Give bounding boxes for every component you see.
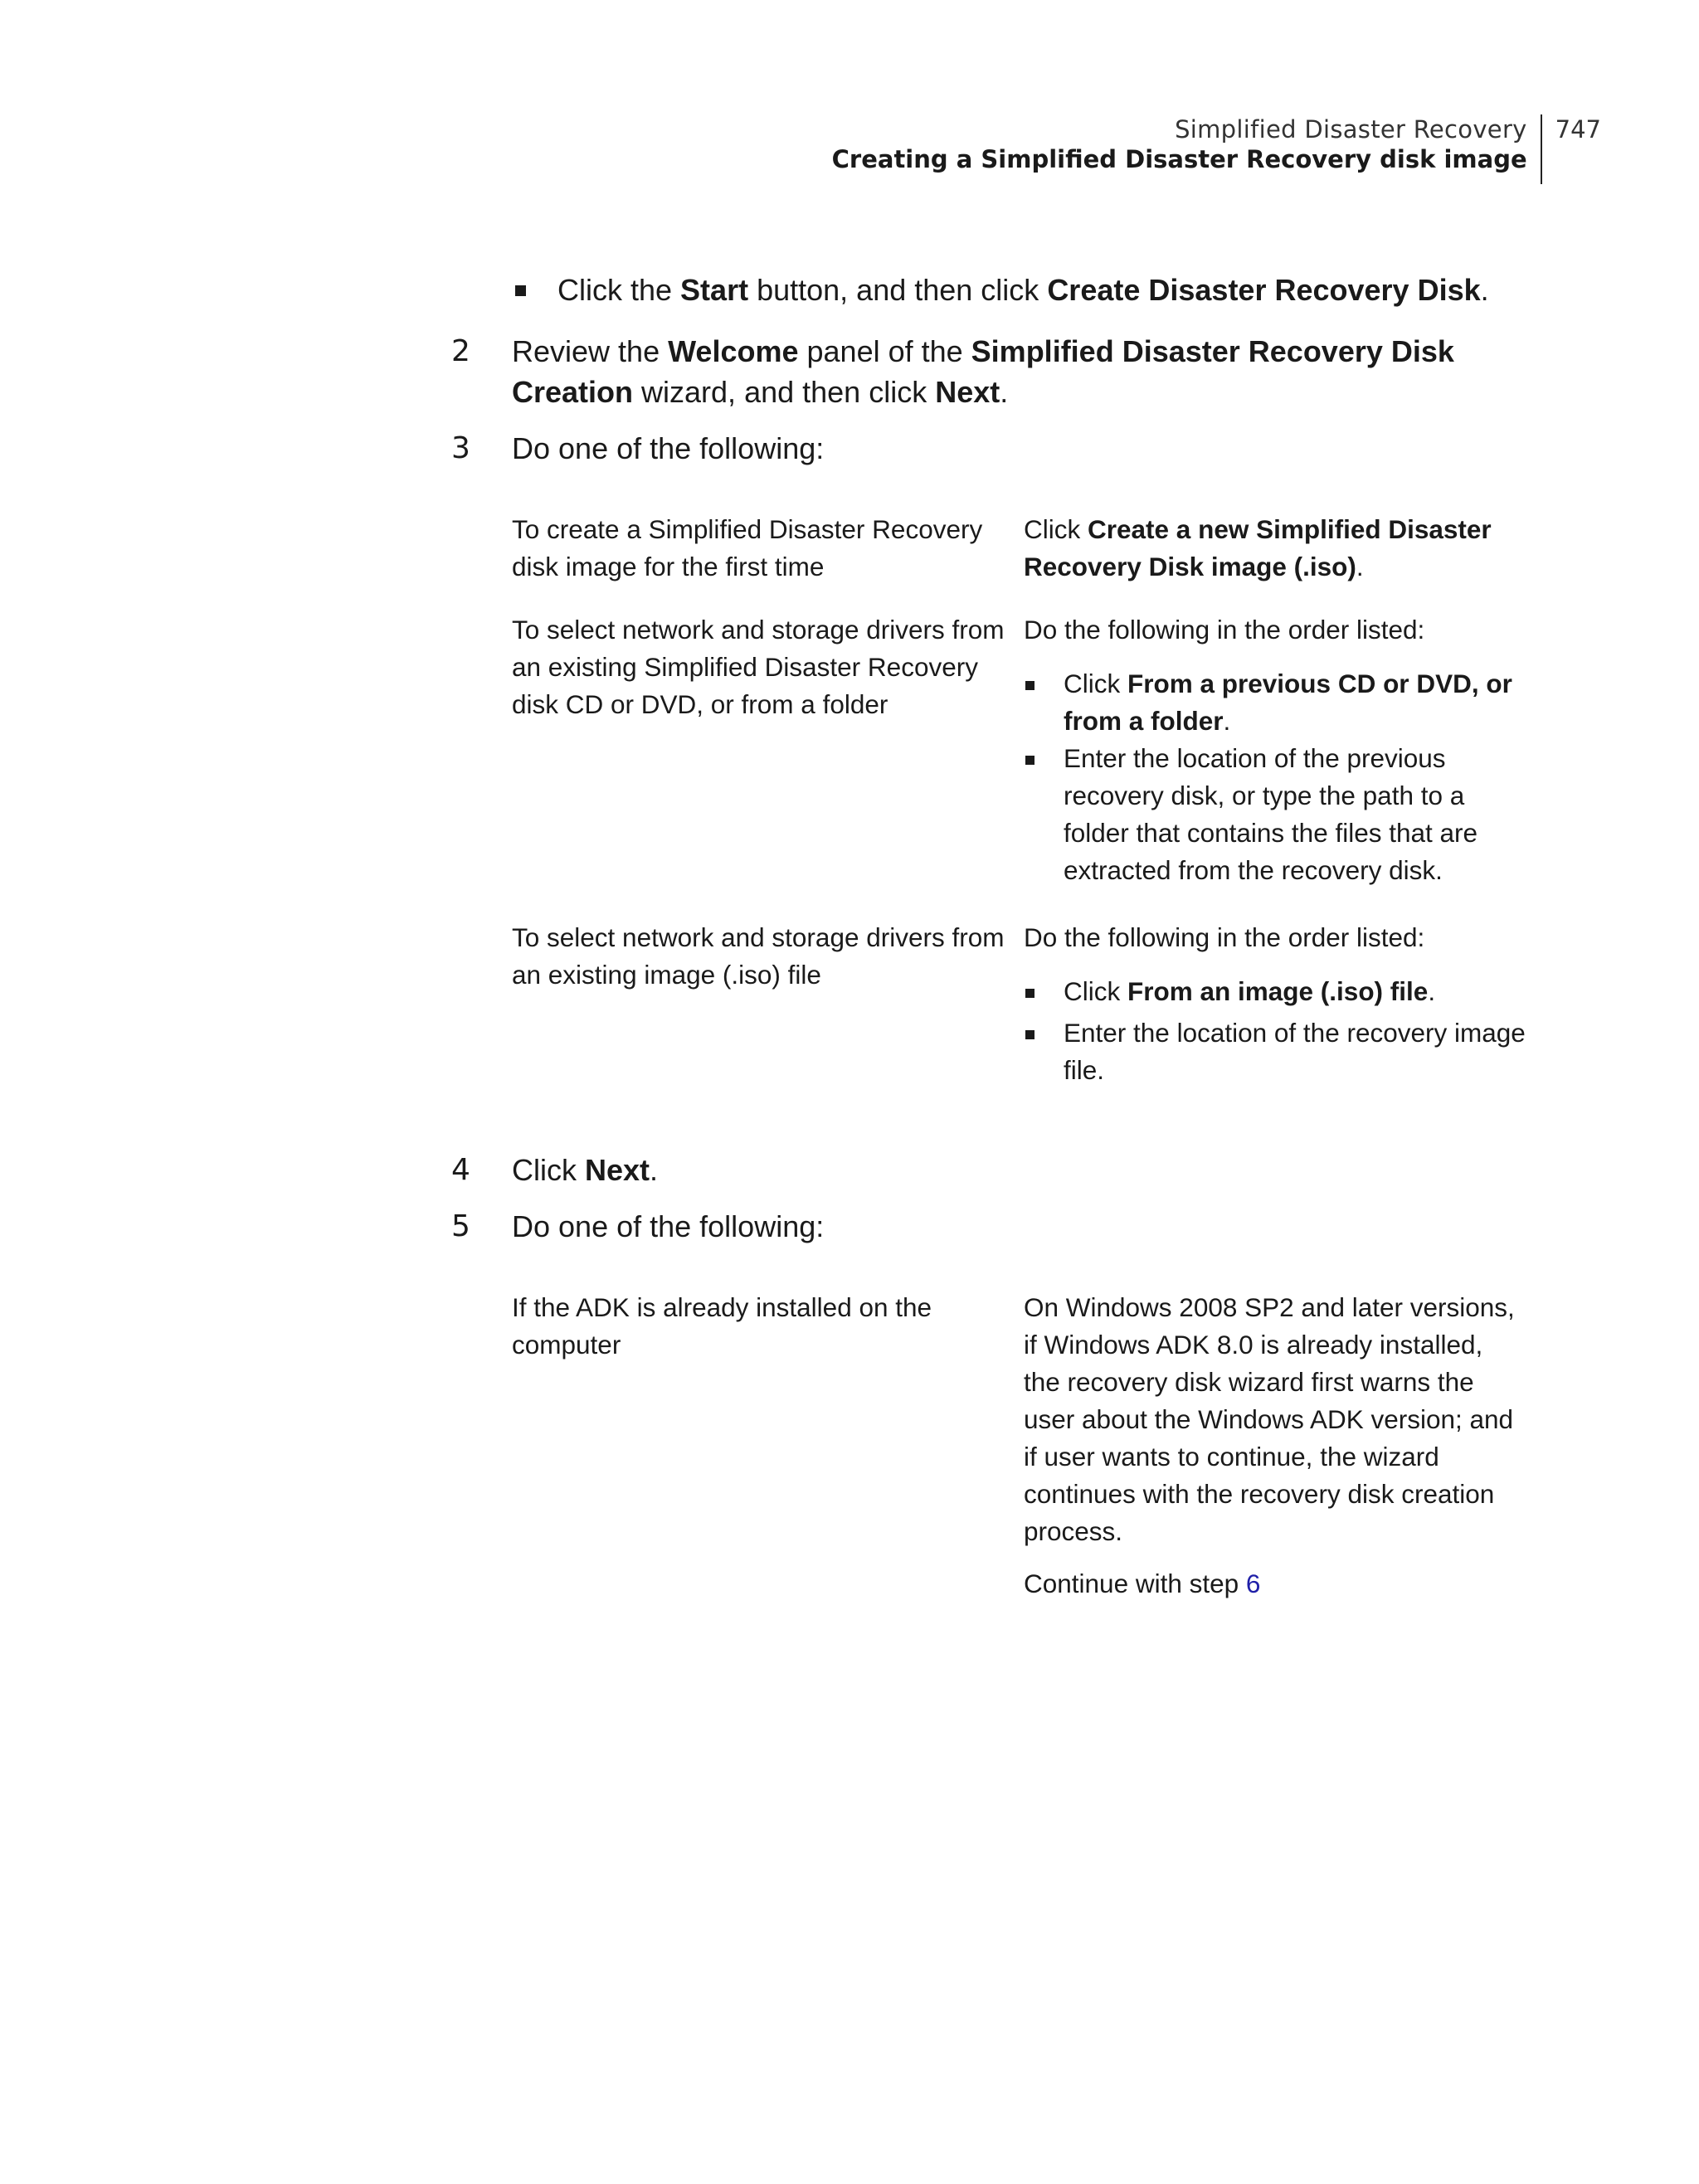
- option-ref: Create a new Simplified Disaster: [1088, 514, 1492, 544]
- text-run: .: [650, 1153, 659, 1187]
- table-row-2-intro: Do the following in the order listed:: [1024, 615, 1425, 644]
- table-row-3-condition: [512, 919, 1010, 994]
- continue-line: [1024, 1565, 1555, 1603]
- text-line: If the ADK is already installed on the: [512, 1292, 932, 1322]
- text-line: [1064, 665, 1545, 703]
- step-5-condition: [512, 1289, 1010, 1364]
- text-line: process.: [1024, 1516, 1123, 1546]
- header-titles: [832, 114, 1542, 184]
- table-row-1-action: [1024, 511, 1538, 586]
- welcome-panel-ref: Welcome: [668, 334, 799, 368]
- text-line: [1024, 511, 1538, 548]
- option-ref: Recovery Disk image (.iso): [1024, 552, 1356, 581]
- step-2-text: [512, 331, 1524, 412]
- table-row-3-bullet-2: [1064, 1014, 1545, 1089]
- step-number-4: 4: [451, 1153, 470, 1187]
- step-number-2: 2: [451, 334, 470, 368]
- text-line: To select network and storage drivers from: [512, 922, 1005, 952]
- text-line: an existing Simplified Disaster Recovery: [512, 652, 978, 682]
- option-ref: From a previous CD or DVD, or: [1127, 669, 1512, 698]
- text-line: [1064, 703, 1545, 740]
- text-run: Click the: [557, 273, 681, 307]
- text-line: Enter the location of the previous: [1064, 743, 1446, 773]
- text-run: Click: [1064, 976, 1127, 1006]
- text-line: disk image for the first time: [512, 552, 825, 581]
- table-row-2-condition: [512, 611, 1010, 723]
- next-button-ref: Next: [585, 1153, 650, 1187]
- text-run: Click: [512, 1153, 585, 1187]
- step-number-3: 3: [451, 431, 470, 465]
- text-run: .: [1480, 273, 1489, 307]
- bullet-marker: [1025, 681, 1034, 690]
- text-line: To select network and storage drivers from: [512, 615, 1005, 644]
- table-row-2-bullet-1: [1064, 665, 1545, 740]
- text-run: Review the: [512, 334, 669, 368]
- page-header: [832, 114, 1601, 184]
- text-line: if user wants to continue, the wizard: [1024, 1442, 1439, 1471]
- text-line: folder that contains the files that are: [1064, 818, 1478, 848]
- table-row-3-bullet-1: [1064, 973, 1545, 1010]
- step-5-action: [1024, 1289, 1555, 1603]
- text-line: extracted from the recovery disk.: [1064, 855, 1443, 885]
- text-run: Click: [1064, 669, 1127, 698]
- option-ref: from a folder: [1064, 706, 1224, 736]
- text-line: [1024, 548, 1538, 586]
- text-run: panel of the: [798, 334, 971, 368]
- table-row-2-bullet-2: [1064, 740, 1545, 889]
- step-2-line-1: [512, 331, 1524, 372]
- text-line: if Windows ADK 8.0 is already installed,: [1024, 1330, 1483, 1360]
- text-line: computer: [512, 1330, 621, 1360]
- text-line: disk CD or DVD, or from a folder: [512, 689, 888, 719]
- table-row-1-condition: [512, 511, 1010, 586]
- text-run: wizard, and then click: [633, 375, 936, 409]
- option-ref: From an image (.iso) file: [1127, 976, 1429, 1006]
- text-line: recovery disk, or type the path to a: [1064, 781, 1465, 810]
- text-run: .: [1223, 706, 1231, 736]
- page-number: 747: [1555, 115, 1601, 143]
- bullet-marker: [1025, 756, 1034, 765]
- next-button-ref: Next: [935, 375, 1000, 409]
- create-disk-ref: Create Disaster Recovery Disk: [1047, 273, 1481, 307]
- intro-bullet-text: [557, 270, 1553, 310]
- text-run: Continue with step: [1024, 1569, 1246, 1598]
- bullet-marker: [1025, 989, 1034, 998]
- text-run: Click: [1024, 514, 1088, 544]
- text-line: To create a Simplified Disaster Recovery: [512, 514, 983, 544]
- bullet-marker: [1025, 1030, 1034, 1039]
- step-2-line-2: [512, 372, 1524, 412]
- step-5-text: Do one of the following:: [512, 1209, 825, 1243]
- text-line: the recovery disk wizard first warns the: [1024, 1367, 1474, 1397]
- step-6-link[interactable]: 6: [1245, 1569, 1261, 1598]
- text-line: [1064, 973, 1545, 1010]
- bullet-marker: [515, 285, 526, 296]
- text-run: button, and then click: [748, 273, 1048, 307]
- step-number-5: 5: [451, 1209, 470, 1243]
- text-line: Enter the location of the recovery image: [1064, 1018, 1526, 1048]
- text-line: an existing image (.iso) file: [512, 960, 821, 990]
- text-line: user about the Windows ADK version; and: [1024, 1404, 1514, 1434]
- text-line: continues with the recovery disk creation: [1024, 1479, 1495, 1509]
- header-section-title: Creating a Simplified Disaster Recovery disk image: [831, 145, 1527, 173]
- text-line: On Windows 2008 SP2 and later versions,: [1024, 1292, 1515, 1322]
- step-4-text: [512, 1150, 1524, 1190]
- text-run: .: [1428, 976, 1436, 1006]
- wizard-name-ref: Creation: [512, 375, 634, 409]
- table-row-3-intro: Do the following in the order listed:: [1024, 922, 1425, 952]
- text-run: .: [1356, 552, 1364, 581]
- text-run: .: [1000, 375, 1009, 409]
- step-3-text: Do one of the following:: [512, 431, 825, 465]
- start-button-ref: Start: [680, 273, 749, 307]
- wizard-name-ref: Simplified Disaster Recovery Disk: [971, 334, 1454, 368]
- text-line: file.: [1064, 1055, 1105, 1085]
- header-chapter-title: Simplified Disaster Recovery: [1175, 115, 1527, 143]
